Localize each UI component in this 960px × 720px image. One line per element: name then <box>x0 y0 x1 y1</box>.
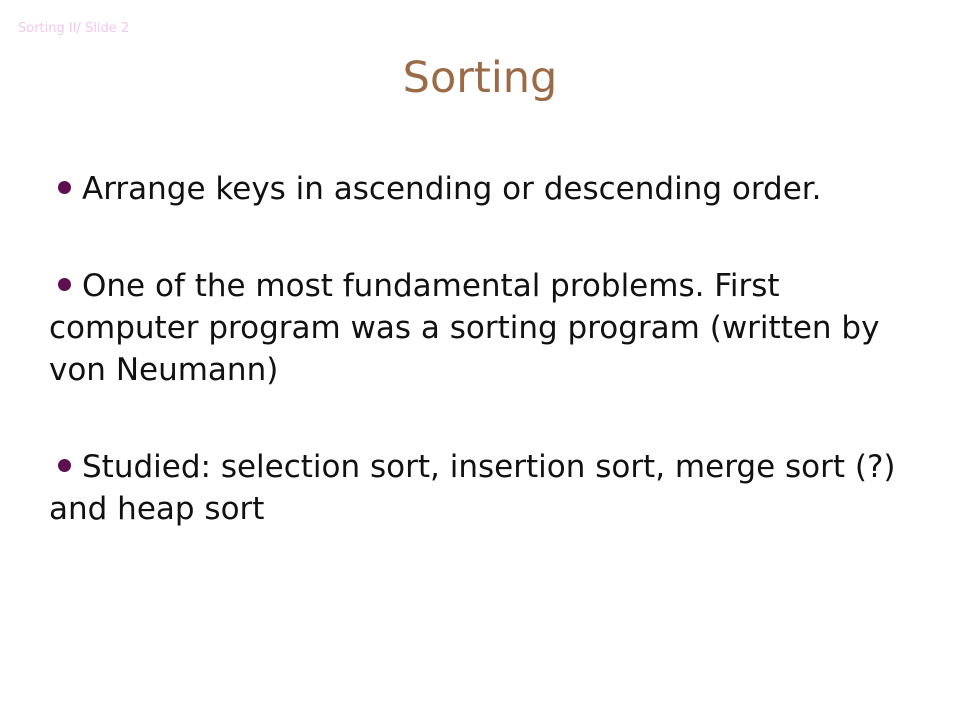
bullet-item <box>49 446 909 530</box>
slide-header-label: Sorting II/ Slide 2 <box>18 21 130 36</box>
slide-title: Sorting <box>402 53 558 103</box>
bullet-item <box>49 168 909 210</box>
bullet-dot-icon <box>58 459 71 472</box>
bullet-dot-icon <box>58 181 71 194</box>
bullet-text: Arrange keys in ascending or descending order. <box>82 171 822 207</box>
bullet-text: One of the most fundamental problems. First computer program was a sorting program (written by von Neumann) <box>49 268 880 388</box>
bullet-dot-icon <box>58 278 71 291</box>
bullet-text: Studied: selection sort, insertion sort, merge sort (?) and heap sort <box>49 449 896 527</box>
bullet-list <box>49 168 909 585</box>
bullet-item <box>49 265 909 391</box>
